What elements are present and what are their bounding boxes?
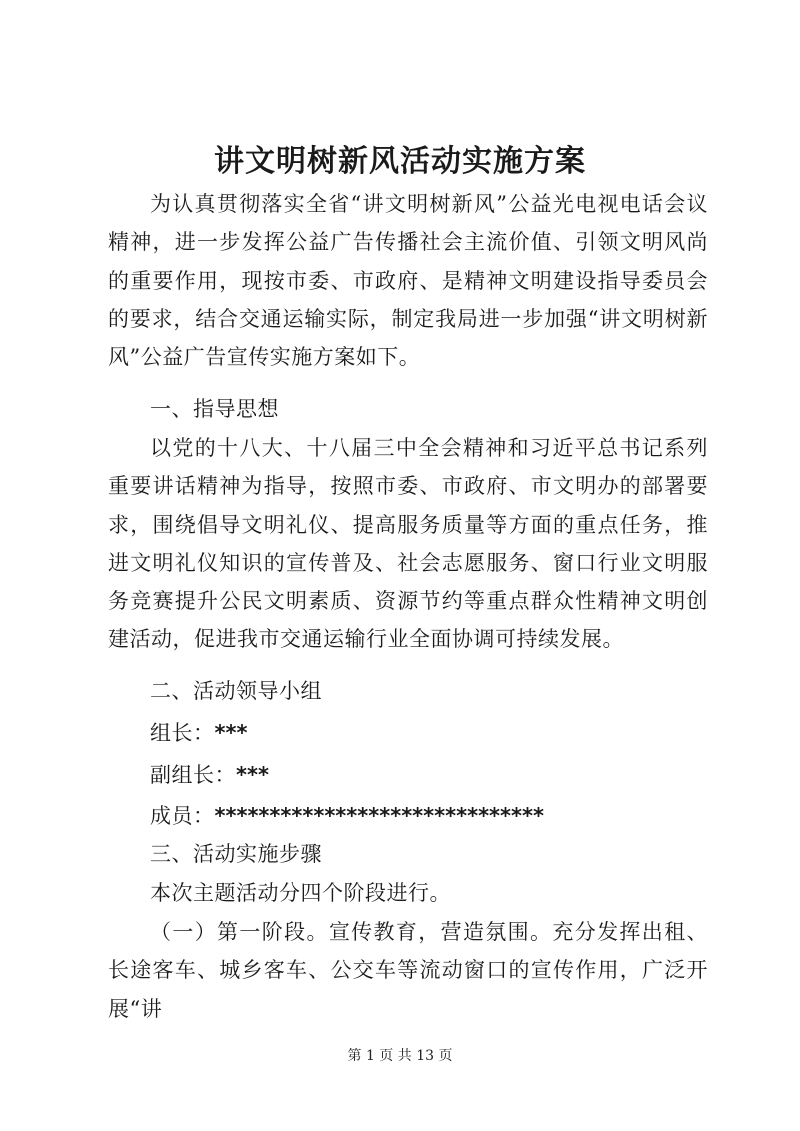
deputy-leader-line	[150, 756, 269, 794]
guiding-ideology-paragraph: 以党的十八大、十八届三中全会精神和习近平总书记系列重要讲话精神为指导，按照市委、市政府、市文明办的部署要求，围绕倡导文明礼仪、提高服务质量等方面的重点任务，推进文明礼仪知识的宣传普及、社会志愿服务、窗口行业文明服务竞赛提升公民文明素质、资源节约等重点群众性精神文明创建活动，促进我市交通运输行业全面协调可持续发展。	[108, 436, 708, 652]
stage-one-paragraph: （一）第一阶段。宣传教育，营造氛围。充分发挥出租、长途客车、城乡客车、公交车等流动窗口的宣传作用，广泛开展“讲	[108, 920, 708, 1021]
intro-paragraph: 为认真贯彻落实全省“讲文明树新风”公益光电视电话会议精神，进一步发挥公益广告传播社会主流价值、引领文明风尚的重要作用，现按市委、市政府、是精神文明建设指导委员会的要求，结合交通运输实际，制定我局进一步加强“讲文明树新风”公益广告宣传实施方案如下。	[108, 192, 708, 370]
section-heading-guiding-ideology: 一、指导思想	[150, 397, 279, 421]
implementation-intro: 本次主题活动分四个阶段进行。	[150, 881, 451, 905]
leader-line	[150, 714, 247, 752]
members-label: 成员：	[150, 804, 215, 828]
leader-label: 组长：	[150, 721, 215, 745]
section-heading-leadership-group: 二、活动领导小组	[150, 679, 322, 703]
members-value: ******************************	[214, 804, 544, 828]
page-indicator: 第 1 页 共 13 页	[347, 1048, 453, 1064]
deputy-leader-value: ***	[236, 763, 269, 787]
deputy-leader-label: 副组长：	[150, 763, 236, 787]
leader-value: ***	[214, 721, 248, 745]
section-heading-implementation-steps: 三、活动实施步骤	[150, 842, 322, 866]
document-title: 讲文明树新风活动实施方案	[214, 144, 586, 179]
members-line	[150, 797, 544, 835]
